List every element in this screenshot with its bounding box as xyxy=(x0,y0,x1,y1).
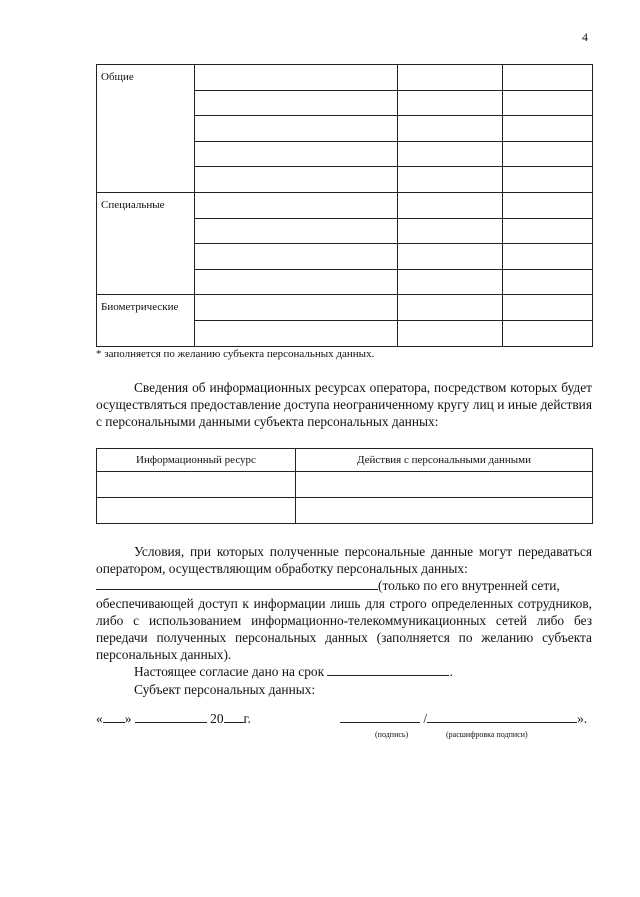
table-row xyxy=(97,192,593,218)
date-line xyxy=(96,710,251,727)
conditions-blank[interactable] xyxy=(96,577,378,590)
category-cell[interactable] xyxy=(195,192,398,218)
page-number: 4 xyxy=(582,30,588,44)
category-cell[interactable] xyxy=(195,167,398,193)
signature-line xyxy=(340,710,587,727)
category-cell[interactable] xyxy=(195,65,398,91)
year-prefix: 20 xyxy=(210,711,224,726)
info-resources-paragraph: Сведения об информационных ресурсах оператора, посредством которых будет осуществляться предоставление доступа неограниченному кругу лиц и иные действия с персональными данными субъекта персональных данных: xyxy=(96,380,592,430)
category-cell[interactable] xyxy=(398,90,503,116)
category-cell[interactable] xyxy=(503,141,593,167)
category-cell[interactable] xyxy=(398,167,503,193)
category-cell[interactable] xyxy=(398,116,503,142)
category-cell[interactable] xyxy=(398,244,503,270)
category-cell[interactable] xyxy=(195,295,398,321)
year-blank[interactable] xyxy=(224,710,244,723)
resource-cell[interactable] xyxy=(97,472,296,498)
day-blank[interactable] xyxy=(103,710,125,723)
signature-caption: (подпись) xyxy=(375,730,409,739)
date-quote-open: « xyxy=(96,711,103,726)
category-label: Общие xyxy=(97,65,195,193)
resource-cell[interactable] xyxy=(97,498,296,524)
consent-term-label: Настоящее согласие дано на срок xyxy=(134,664,325,680)
actions-cell[interactable] xyxy=(296,498,593,524)
conditions-block xyxy=(96,543,592,698)
category-cell[interactable] xyxy=(398,295,503,321)
header-resource: Информационный ресурс xyxy=(97,449,296,472)
table-row xyxy=(97,295,593,321)
subject-label: Субъект персональных данных: xyxy=(134,681,316,697)
category-cell[interactable] xyxy=(398,218,503,244)
signature-slash: / xyxy=(423,711,428,726)
consent-term-line: Настоящее согласие дано на срок . xyxy=(134,664,453,680)
category-cell[interactable] xyxy=(503,167,593,193)
signature-decode-blank[interactable] xyxy=(427,710,577,723)
conditions-body: обеспечивающей доступ к информации лишь для строго определенных сотрудников, либо с использованием информационно-телекоммуникационных сетей либо без передачи полученных персональных данных (заполняется по желанию субъекта персональных данных). xyxy=(96,595,592,663)
category-cell[interactable] xyxy=(503,244,593,270)
category-cell[interactable] xyxy=(195,141,398,167)
category-label: Биометрические xyxy=(97,295,195,346)
category-cell[interactable] xyxy=(503,192,593,218)
date-quote-close: » xyxy=(124,711,132,726)
table-row xyxy=(97,472,593,498)
table-row xyxy=(97,498,593,524)
category-cell[interactable] xyxy=(195,244,398,270)
header-actions: Действия с персональными данными xyxy=(296,449,593,472)
consent-term-blank[interactable] xyxy=(327,663,449,676)
category-cell[interactable] xyxy=(195,269,398,295)
category-cell[interactable] xyxy=(195,218,398,244)
table-header-row xyxy=(97,449,593,472)
footnote: * заполняется по желанию субъекта персональных данных. xyxy=(96,348,375,360)
signature-blank[interactable] xyxy=(340,710,420,723)
month-blank[interactable] xyxy=(135,710,207,723)
decode-caption: (расшифровка подписи) xyxy=(446,730,528,739)
category-cell[interactable] xyxy=(398,65,503,91)
category-cell[interactable] xyxy=(195,320,398,346)
conditions-blank-line xyxy=(96,577,592,594)
conditions-intro: Условия, при которых полученные персональные данные могут передаваться оператором, осуществляющим обработку персональных данных: xyxy=(96,544,592,577)
category-cell[interactable] xyxy=(503,269,593,295)
category-cell[interactable] xyxy=(503,218,593,244)
year-suffix: г. xyxy=(243,711,251,726)
category-cell[interactable] xyxy=(398,192,503,218)
conditions-tail: (только по его внутренней сети, xyxy=(378,578,560,594)
category-cell[interactable] xyxy=(503,65,593,91)
table-row xyxy=(97,65,593,91)
category-cell[interactable] xyxy=(503,320,593,346)
category-cell[interactable] xyxy=(503,295,593,321)
category-label: Специальные xyxy=(97,192,195,294)
category-cell[interactable] xyxy=(398,320,503,346)
info-resources-table xyxy=(96,448,593,524)
category-cell[interactable] xyxy=(398,269,503,295)
signature-end: ». xyxy=(577,711,588,726)
category-cell[interactable] xyxy=(195,116,398,142)
categories-table xyxy=(96,64,593,347)
category-cell[interactable] xyxy=(398,141,503,167)
category-cell[interactable] xyxy=(195,90,398,116)
actions-cell[interactable] xyxy=(296,472,593,498)
category-cell[interactable] xyxy=(503,90,593,116)
category-cell[interactable] xyxy=(503,116,593,142)
